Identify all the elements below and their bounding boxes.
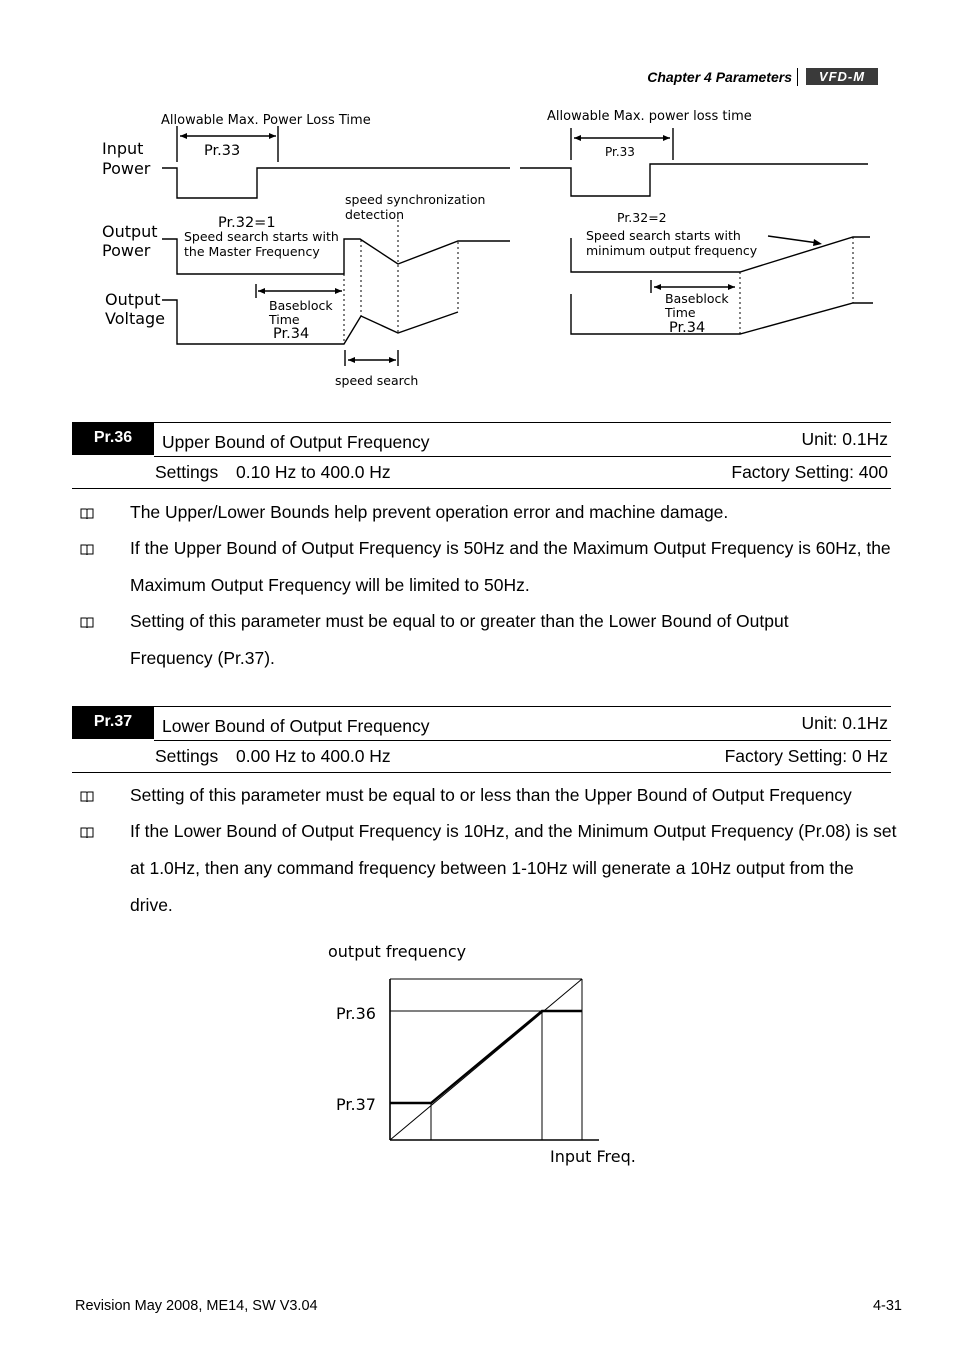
pr36-note-3: Setting of this parameter must be equal to or greater than the Lower Bound of Output Frequency (Pr.37). xyxy=(130,611,789,668)
graph-ylabel: output frequency xyxy=(328,942,467,961)
header-divider xyxy=(797,68,798,86)
left-pr34-label: Pr.34 xyxy=(273,326,310,342)
right-baseblock-label-1: Baseblock xyxy=(665,291,729,306)
right-baseblock-label-2: Time xyxy=(665,305,696,320)
pr36-title: Upper Bound of Output Frequency xyxy=(162,432,430,452)
book-icon xyxy=(80,617,94,629)
pr36-bottom-rule xyxy=(72,488,891,489)
left-baseblock-label-2: Time xyxy=(269,312,300,327)
pr37-tag: Pr.37 xyxy=(72,707,154,739)
pr36-note-1: The Upper/Lower Bounds help prevent operation error and machine damage. xyxy=(130,502,729,522)
book-icon xyxy=(80,508,94,520)
sync-detect-label-2: detection xyxy=(345,207,405,222)
graph-xlabel: Input Freq. xyxy=(550,1147,636,1166)
left-pr33-label: Pr.33 xyxy=(204,143,241,159)
pr36-factory-setting: Factory Setting: 400 xyxy=(731,462,888,482)
sync-detect-label-1: speed synchronization xyxy=(345,192,486,207)
pr36-settings-value: 0.10 Hz to 400.0 Hz xyxy=(236,462,391,482)
pr37-note-1: Setting of this parameter must be equal to or less than the Upper Bound of Output Frequency xyxy=(130,785,852,805)
left-search-note-1: Speed search starts with xyxy=(184,229,339,244)
left-search-note-2: the Master Frequency xyxy=(184,244,320,259)
pr36-tag: Pr.36 xyxy=(72,423,154,455)
pr36-note-2: If the Upper Bound of Output Frequency is 50Hz and the Maximum Output Frequency is 60Hz, the Maximum Output Frequency will be limited to 50Hz. xyxy=(130,538,891,595)
clamped-output-curve xyxy=(390,1011,582,1103)
pr37-settings-label: Settings xyxy=(155,746,219,766)
book-icon xyxy=(80,827,94,839)
chapter-title: Chapter 4 Parameters xyxy=(647,69,792,85)
graph-upper-label: Pr.36 xyxy=(336,1004,376,1023)
pr37-note-2: If the Lower Bound of Output Frequency is 10Hz, and the Minimum Output Frequency (Pr.08) is set at 1.0Hz, then any command frequency between 1-10Hz will generate a 10Hz output from the drive. xyxy=(130,821,897,915)
frequency-bound-graph xyxy=(320,935,670,1175)
output-voltage-label-1: Output xyxy=(105,290,161,309)
output-voltage-label-2: Voltage xyxy=(105,309,166,328)
pr37-bottom-rule xyxy=(72,772,891,773)
book-icon xyxy=(80,791,94,803)
pr36-top-rule xyxy=(72,422,891,423)
graph-lower-label: Pr.37 xyxy=(336,1095,376,1114)
right-pr34-label: Pr.34 xyxy=(669,320,706,336)
page-number: 4-31 xyxy=(872,1298,902,1314)
pr37-title: Lower Bound of Output Frequency xyxy=(162,716,430,736)
right-search-note-2: minimum output frequency xyxy=(586,243,758,258)
revision-footer: Revision May 2008, ME14, SW V3.04 xyxy=(75,1298,318,1314)
pr37-settings-value: 0.00 Hz to 400.0 Hz xyxy=(236,746,391,766)
left-allowable-label: Allowable Max. Power Loss Time xyxy=(161,113,371,128)
speed-search-timing-diagram xyxy=(0,100,954,400)
pr36-settings-label: Settings xyxy=(155,462,219,482)
right-pr32-label: Pr.32=2 xyxy=(617,210,667,225)
vfd-m-logo: VFD-M xyxy=(806,68,878,85)
speed-search-label: speed search xyxy=(335,373,419,388)
pr36-mid-rule xyxy=(154,456,891,457)
pr37-unit: Unit: 0.1Hz xyxy=(801,713,888,733)
book-icon xyxy=(80,544,94,556)
pr36-unit: Unit: 0.1Hz xyxy=(801,429,888,449)
left-pr32-label: Pr.32=1 xyxy=(218,215,276,231)
output-power-label-1: Output xyxy=(102,222,158,241)
right-pr33-label: Pr.33 xyxy=(605,145,635,159)
input-power-label-2: Power xyxy=(102,159,151,178)
right-search-note-1: Speed search starts with xyxy=(586,228,741,243)
output-power-label-2: Power xyxy=(102,241,151,260)
right-allowable-label: Allowable Max. power loss time xyxy=(547,109,752,124)
pr37-mid-rule xyxy=(154,740,891,741)
right-input-power-trace xyxy=(520,164,868,196)
left-baseblock-label-1: Baseblock xyxy=(269,298,333,313)
pr37-factory-setting: Factory Setting: 0 Hz xyxy=(724,746,888,766)
input-power-label-1: Input xyxy=(102,139,144,158)
pr37-top-rule xyxy=(72,706,891,707)
